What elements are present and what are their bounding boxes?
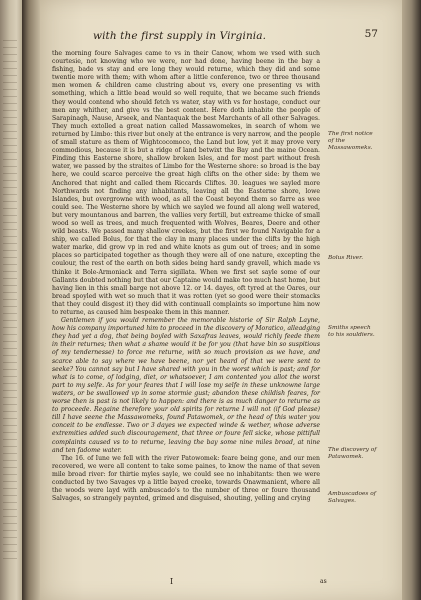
paragraph-patowomek: The 16. of Iune we fell with the river Patowomek: feare being gone, and our men recovered, we were all content to take some paines, to know the name of that seven mile broad river: for thirtie myles sayle, we could see no inhabitants: then we were conducted by two Savages vp a little bayed creeke, towards Onawmanient, where all the woods were layd with ambuscado's to the number of three or foure thousand Salvages, so strangely paynted, grimed and disguised, shouting, yelling and crying (52, 454, 320, 503)
paragraph-narrative: the morning foure Salvages came to vs in their Canow, whom we vsed with such courtesie, not knowing who we were, nor had done, having beene in the bay a fishing, bade vs stay and ere long they would returne, which they did and some twentie more with them; with whom after a little conference, two or three thousand men women & children came clustring about vs, every one presenting vs with something, which a little bead would so well requite, that we became such friends they would contend who should fetch vs water, stay with vs for hostage, conduct our men any whither, and give vs the best content. Here doth inhabite the people of Sarapinagh, Nause, Arseek, and Nantaquak the best Marchants of all other Salvages. They much extolled a great nation called Massawomekes, in search of whom we returned by Limbo: this river but onely at the entrance is very narrow, and the people of small stature as them of Wightcocomoco, the Land but low, yet it may prove very commodious, because it is but a ridge of land betwixt the Bay and the maine Ocean. Finding this Easterne shore, shallow broken Isles, and for most part without fresh water, we passed by the straites of Limbo for the Westerne shore: so broad is the bay here, we could scarce perceive the great high clifts on the other side: by them we Anchored that night and called them Riccards Cliftes. 30. leagues we sayled more Northwards not finding any inhabitants, leaving all the Easterne shore, lowe Islandes, but overgrowne with wood, as all the Coast beyond them so farre as wee could see. The Westerne shore by which we sayled we found all along well watered, but very mountanous and barren, the vallies very fertill, but extreame thicke of small wood so well as trees, and much frequented with Wolves, Beares, Deere and other wild beasts. We passed many shallow creekes, but the first we found Navigable for a ship, we called Bolus, for that the clay in many places under the clifts by the high water marke, did grow vp in red and white knots as gum out of trees; and in some places so participated together as though they were all of one nature, excepting the coulour, the rest of the earth on both sides being hard sandy gravell, which made vs thinke it Bole-Armoniack and Terra sigillata. When we first set sayle some of our Gallants doubted nothing but that our Captaine would make too much hast home, but having lien in this small barge not above 12. or 14. dayes, oft tyred at the Oares, our bread spoyled with wet so much that it was rotten (yet so good were their stomacks that they could disgest it) they did with continuall complaints so importune him now to returne, as caused him bespeake them in this manner. (52, 50, 320, 316)
facing-page-text-edge (3, 40, 17, 560)
facing-page-edge (0, 0, 22, 600)
page-fore-edge (402, 0, 421, 600)
page-number: 57 (364, 28, 378, 40)
running-head: with the first supply in Virginia. (93, 30, 267, 42)
page-body (52, 50, 320, 503)
margin-note-massawomeks: The first notice of the Massawomeks. (328, 131, 373, 152)
page-footer (52, 577, 382, 589)
catchword: as (320, 578, 327, 585)
margin-note-smiths-speech: Smiths speech to his souldiers. (328, 325, 375, 339)
page-header (48, 30, 378, 50)
signature-mark: I (170, 577, 174, 586)
margin-note-ambuscadoes: Ambuscadoes of Salvages. (328, 491, 376, 505)
margin-note-bolus-river: Bolus River. (328, 255, 364, 261)
book-gutter (22, 0, 42, 600)
paragraph-speech: Gentlemen if you would remember the memorable historie of Sir Ralph Layne, how his company importuned him to proceed in the discovery of Moratico, alleadging they had yet a dog, that being boyled with Saxafras leaves, would richly feede them in their returnes; then what a shame would it be for you (that have bin so suspitious of my tendernesse) to force me returne, with so much provision as we have, and scarce able to say where we have beene, nor yet heard of that we were sent to seeke? You cannot say but I have shared with you in the worst which is past; and for what is to come, of lodging, diet, or whatsoever, I am contented you allot the worst part to my selfe. As for your feares that I will lose my selfe in these unknowne large waters, or be swallowed vp in some stormie gust; abandon these childish feares, for worse then is past is not likely to happen: and there is as much danger to returne as to proceede. Regaine therefore your old spirits for returne I will not (if God please) till I have seene the Massawomeks, found Patawomek, or the head of this water you conceit to be endlesse. Two or 3 dayes we expected winde & wether, whose adverse extremities added such discouragement, that three or foure fell sicke, whose pittifull complaints caused vs to to returne, leaving the bay some nine miles broad, at nine and ten fadome water. (52, 317, 320, 454)
margin-note-patawomek: The discovery of Patawomek. (328, 447, 377, 461)
